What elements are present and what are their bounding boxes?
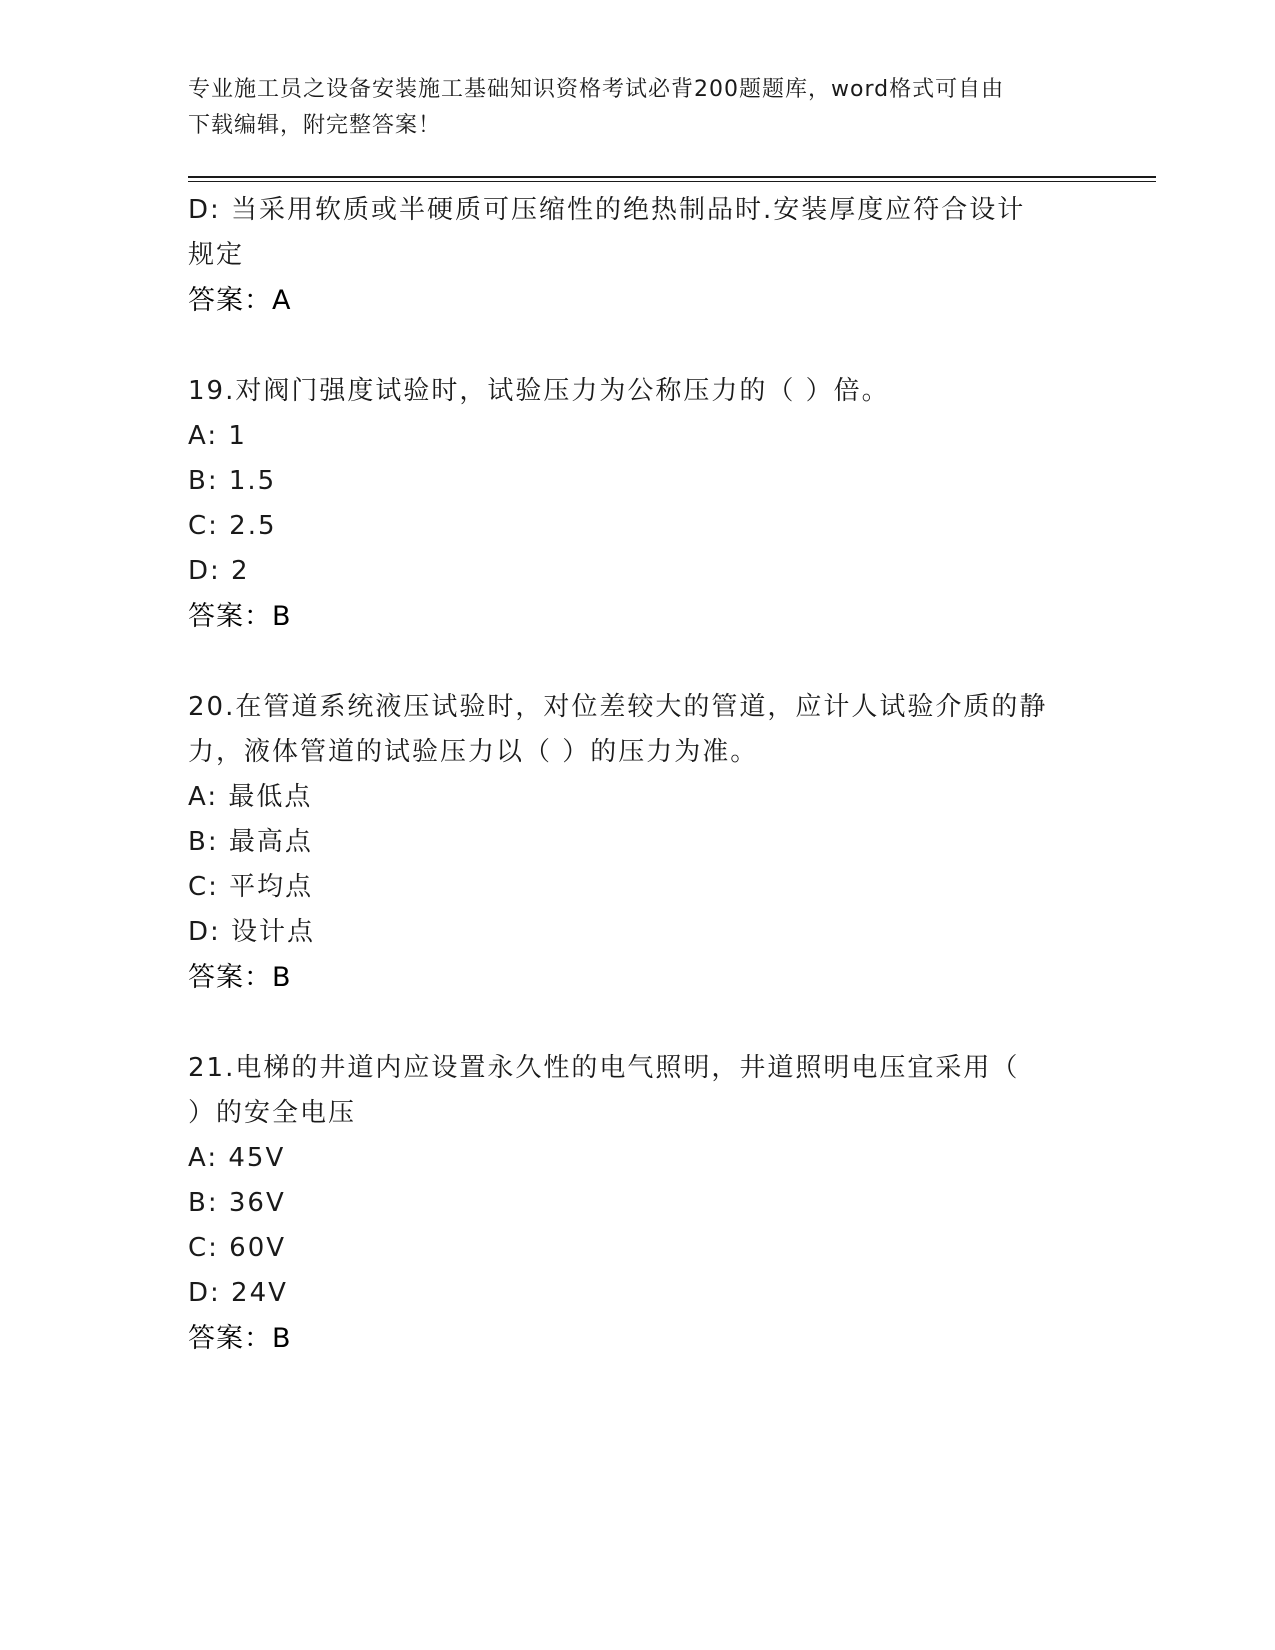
option-d: D: 24V: [188, 1278, 288, 1308]
option-a: A: 最低点: [188, 782, 313, 812]
document-header: [188, 72, 1088, 144]
question-20: [188, 685, 1088, 1000]
answer: 答案：B: [188, 962, 292, 993]
option-b: B: 最高点: [188, 827, 313, 857]
option-b: B: 36V: [188, 1188, 286, 1218]
answer: 答案：B: [188, 1323, 292, 1354]
question-text: 21.电梯的井道内应设置永久性的电气照明，井道照明电压宜采用（: [188, 1053, 1020, 1083]
question-text-continued: ）的安全电压: [188, 1098, 357, 1128]
option-c: C: 2.5: [188, 511, 277, 541]
option-c: C: 平均点: [188, 872, 314, 902]
question-21: [188, 1046, 1088, 1361]
option-d: D: 当采用软质或半硬质可压缩性的绝热制品时.安装厚度应符合设计: [188, 195, 1026, 225]
question-text: 19.对阀门强度试验时，试验压力为公称压力的（ ）倍。: [188, 376, 890, 406]
question-19: [188, 369, 1088, 639]
option-a: A: 45V: [188, 1143, 286, 1173]
option-d: D: 2: [188, 556, 250, 586]
question-text-continued: 力，液体管道的试验压力以（ ）的压力为准。: [188, 737, 759, 767]
option-c: C: 60V: [188, 1233, 287, 1263]
option-d: D: 设计点: [188, 917, 316, 947]
header-divider-thin: [188, 181, 1156, 182]
header-divider-thick: [188, 176, 1156, 178]
header-title-line1: 专业施工员之设备安装施工基础知识资格考试必背200题题库，word格式可自由: [188, 77, 1005, 102]
question-text: 20.在管道系统液压试验时，对位差较大的管道，应计人试验介质的静: [188, 692, 1048, 722]
option-d-continued: 规定: [188, 240, 245, 270]
option-a: A: 1: [188, 421, 247, 451]
answer: 答案：B: [188, 601, 292, 632]
header-title-line2: 下载编辑，附完整答案！: [188, 113, 442, 138]
previous-question-tail: [188, 188, 1088, 323]
option-b: B: 1.5: [188, 466, 277, 496]
question-content: [188, 188, 1088, 1361]
answer: 答案：A: [188, 285, 292, 316]
